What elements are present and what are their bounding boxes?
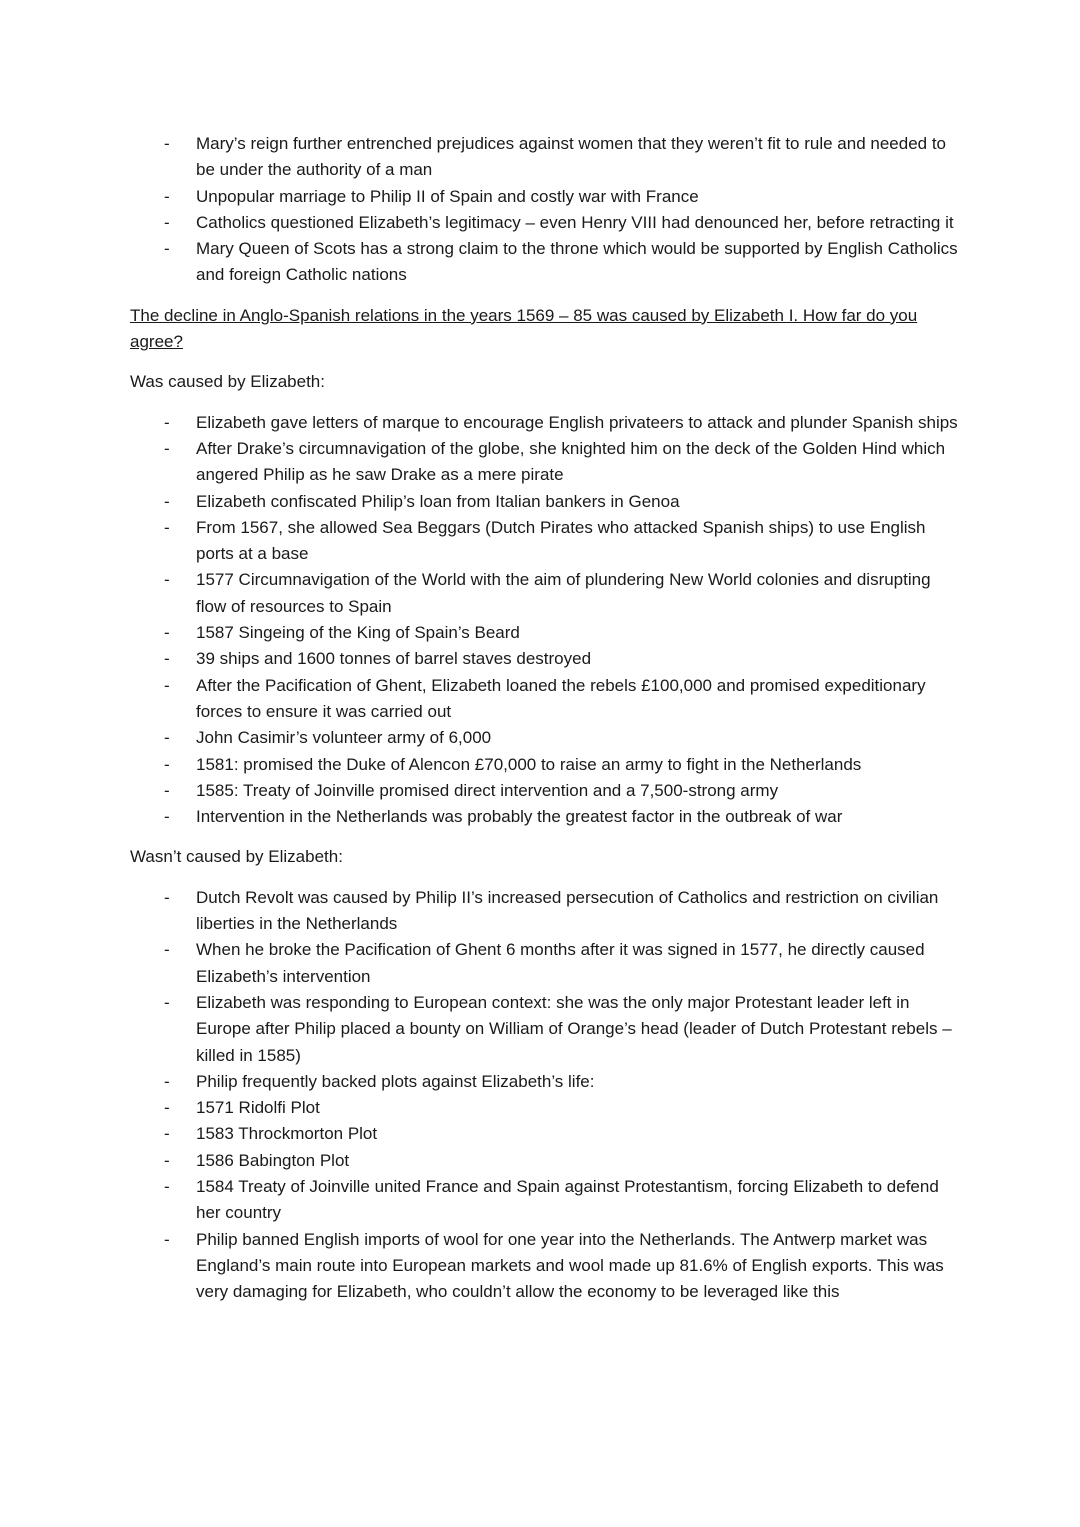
list-item-text: 1571 Ridolfi Plot <box>196 1098 320 1118</box>
bullet-marker: - <box>164 807 170 827</box>
list-item <box>130 620 960 646</box>
list-item-text: 1587 Singeing of the King of Spain’s Beard <box>196 623 520 643</box>
list-item <box>130 673 960 726</box>
document-body <box>130 131 960 1305</box>
bullet-marker: - <box>164 780 170 800</box>
bullet-marker: - <box>164 1098 170 1118</box>
list-item <box>130 567 960 620</box>
list-item-text: Philip banned English imports of wool for one year into the Netherlands. The Antwerp market was England’s main route into European markets and wool made up 81.6% of English exports. This was very damaging for Elizabeth, who couldn’t allow the economy to be leveraged like this <box>196 1229 944 1302</box>
list-item-text: Dutch Revolt was caused by Philip II’s increased persecution of Catholics and restriction on civilian liberties in the Netherlands <box>196 887 939 934</box>
list-item-text: 39 ships and 1600 tonnes of barrel staves destroyed <box>196 649 592 669</box>
list-item <box>130 725 960 751</box>
list-item-text: Elizabeth gave letters of marque to encourage English privateers to attack and plunder Spanish ships <box>196 412 958 432</box>
list-item <box>130 1148 960 1174</box>
list-item <box>130 804 960 830</box>
list-item <box>130 752 960 778</box>
list-item <box>130 885 960 938</box>
list-item <box>130 210 960 236</box>
list-item <box>130 1121 960 1147</box>
list-item <box>130 436 960 489</box>
list-item <box>130 489 960 515</box>
bullet-marker: - <box>164 491 170 511</box>
list-item <box>130 410 960 436</box>
list-item-text: Elizabeth confiscated Philip’s loan from Italian bankers in Genoa <box>196 491 680 511</box>
bullet-marker: - <box>164 728 170 748</box>
list-item <box>130 778 960 804</box>
list-item-text: From 1567, she allowed Sea Beggars (Dutch Pirates who attacked Spanish ships) to use English ports at a base <box>196 517 926 564</box>
list-item <box>130 1227 960 1306</box>
list-item <box>130 990 960 1069</box>
list-item-text: Intervention in the Netherlands was probably the greatest factor in the outbreak of war <box>196 807 843 827</box>
list-item-text: 1581: promised the Duke of Alencon £70,000 to raise an army to fight in the Netherlands <box>196 754 862 774</box>
bullet-marker: - <box>164 940 170 960</box>
section-heading-not-caused: Wasn’t caused by Elizabeth: <box>130 847 343 867</box>
bullet-marker: - <box>164 1150 170 1170</box>
list-item-text: 1577 Circumnavigation of the World with the aim of plundering New World colonies and disrupting flow of resources to Spain <box>196 570 931 616</box>
bullet-marker: - <box>164 887 170 907</box>
bullet-marker: - <box>164 186 170 206</box>
bullet-marker: - <box>164 992 170 1012</box>
essay-question: The decline in Anglo-Spanish relations in the years 1569 – 85 was caused by Elizabeth I. How far do you agree? <box>130 305 918 352</box>
caused-list <box>130 410 960 831</box>
list-item <box>130 515 960 568</box>
section-heading-caused: Was caused by Elizabeth: <box>130 372 325 392</box>
list-item <box>130 131 960 184</box>
list-item-text: After Drake’s circumnavigation of the globe, she knighted him on the deck of the Golden Hind which angered Philip as he saw Drake as a mere pirate <box>196 438 946 485</box>
bullet-marker: - <box>164 623 170 643</box>
list-item-text: Elizabeth was responding to European context: she was the only major Protestant leader left in Europe after Philip placed a bounty on William of Orange’s head (leader of Dutch Protestant rebels – killed in 1585) <box>196 992 952 1065</box>
list-item <box>130 1069 960 1095</box>
list-item-text: Philip frequently backed plots against Elizabeth’s life: <box>196 1071 595 1091</box>
bullet-marker: - <box>164 134 170 153</box>
bullet-marker: - <box>164 438 170 458</box>
bullet-marker: - <box>164 239 170 259</box>
bullet-marker: - <box>164 1176 170 1196</box>
bullet-marker: - <box>164 754 170 774</box>
list-item <box>130 937 960 990</box>
list-item <box>130 184 960 210</box>
list-item <box>130 646 960 672</box>
list-item-text: Mary Queen of Scots has a strong claim to the throne which would be supported by English Catholics and foreign Catholic nations <box>196 239 958 285</box>
list-item-text: After the Pacification of Ghent, Elizabeth loaned the rebels £100,000 and promised expeditionary forces to ensure it was carried out <box>196 675 926 721</box>
intro-list <box>130 131 960 289</box>
bullet-marker: - <box>164 649 170 669</box>
list-item <box>130 236 960 289</box>
list-item <box>130 1095 960 1121</box>
bullet-marker: - <box>164 570 170 590</box>
list-item-text: 1584 Treaty of Joinville united France and Spain against Protestantism, forcing Elizabeth to defend her country <box>196 1176 939 1223</box>
bullet-marker: - <box>164 412 170 432</box>
list-item <box>130 1174 960 1227</box>
list-item-text: When he broke the Pacification of Ghent 6 months after it was signed in 1577, he directly caused Elizabeth’s intervention <box>196 940 925 986</box>
bullet-marker: - <box>164 1124 170 1144</box>
bullet-marker: - <box>164 1071 170 1091</box>
bullet-marker: - <box>164 675 170 695</box>
not-caused-list <box>130 885 960 1306</box>
list-item-text: 1583 Throckmorton Plot <box>196 1124 378 1144</box>
list-item-text: 1585: Treaty of Joinville promised direct intervention and a 7,500-strong army <box>196 780 779 800</box>
list-item-text: Catholics questioned Elizabeth’s legitimacy – even Henry VIII had denounced her, before retracting it <box>196 212 954 232</box>
list-item-text: 1586 Babington Plot <box>196 1150 350 1170</box>
list-item-text: Mary’s reign further entrenched prejudices against women that they weren’t fit to rule and needed to be under the authority of a man <box>196 134 947 180</box>
bullet-marker: - <box>164 1229 170 1249</box>
list-item-text: John Casimir’s volunteer army of 6,000 <box>196 728 492 748</box>
bullet-marker: - <box>164 212 170 232</box>
list-item-text: Unpopular marriage to Philip II of Spain and costly war with France <box>196 186 699 206</box>
bullet-marker: - <box>164 517 170 537</box>
